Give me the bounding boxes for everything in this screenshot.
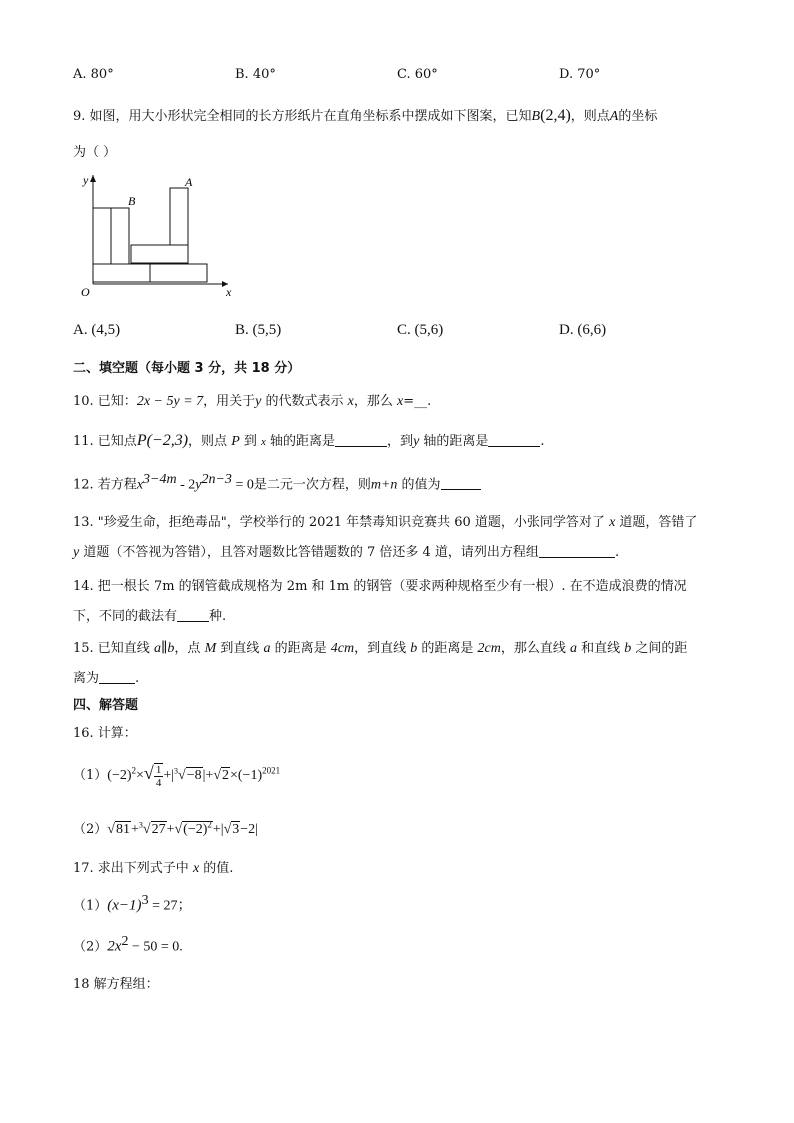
- rect-vertical-2: [111, 208, 129, 264]
- q17-part1: $(1)(x-1)^3 = 27$；: [73, 893, 192, 914]
- rect-middle: [131, 245, 188, 263]
- section-2-heading: 二、填空题（每小题 3 分，共 18 分）: [73, 361, 301, 376]
- q9-options: [73, 322, 733, 339]
- q16-part1: $(1)(-2)^2\times√$ $\frac{1}{4}$ $+|^3√-8|+√2\times(-1)^{2021}$: [73, 763, 281, 789]
- q11-blank-1[interactable]: [335, 434, 387, 447]
- q10-equation: 2x − 5y = 7: [136, 394, 204, 409]
- q8-option-c: C. 60°: [397, 67, 438, 82]
- q13-blank[interactable]: [539, 545, 615, 558]
- label-y: y: [83, 173, 89, 187]
- q13-line2: y 道题（不答视为答错），且答对题数比答错题数的 7 倍还多 4 道，请列出方程组 .: [73, 545, 620, 560]
- q14-line2: 下，不同的截法有 种.: [73, 609, 227, 624]
- q8-options: [73, 67, 733, 82]
- q11-point: P(−2,3): [136, 432, 189, 449]
- q17-title: 17. 求出下列式子中 x 的值.: [73, 861, 234, 876]
- q16-part2: $(2)√81+^3√27+√(-2)^2+|√3-2|$: [73, 819, 258, 837]
- q14-blank[interactable]: [177, 609, 209, 622]
- q15-blank[interactable]: [99, 671, 135, 684]
- q15-line2: 离为 .: [73, 671, 140, 686]
- rect-vertical-right: [170, 188, 188, 245]
- q8-option-d: D. 70°: [559, 67, 601, 82]
- y-axis-arrow: [90, 175, 96, 182]
- q13-line1: 13. "珍爱生命，拒绝毒品"，学校举行的 2021 年禁毒知识竞赛共 60 道题，小张同学答对了 x 道题，答错了: [73, 515, 698, 530]
- rect-bottom-left: [93, 264, 150, 282]
- q15-line1: 15. 已知直线 a∥b，点 M 到直线 a 的距离是 4cm，到直线 b 的距离是 2cm，那么直线 a 和直线 b 之间的距: [73, 641, 688, 656]
- q9-option-b: B. (5,5): [235, 322, 282, 338]
- rect-bottom-right: [150, 264, 207, 282]
- q12-blank[interactable]: [441, 477, 481, 490]
- label-point-b: B: [128, 194, 136, 208]
- q18-title: 18 解方程组：: [73, 977, 159, 992]
- section-4-heading: 四、解答题: [73, 698, 139, 713]
- q10: 10. 已知：2x − 5y = 7，用关于y 的代数式表示 x，那么 x=__.: [73, 394, 432, 409]
- q9-stem-line2: 为（ ）: [73, 145, 117, 160]
- q9-option-d: D. (6,6): [559, 322, 607, 338]
- q8-option-a: A. 80°: [73, 67, 114, 82]
- q9-figure: [73, 172, 243, 302]
- rect-vertical-1: [93, 208, 111, 264]
- q16-title: 16. 计算：: [73, 726, 137, 741]
- q8-option-b: B. 40°: [235, 67, 276, 82]
- label-point-a: A: [185, 175, 193, 189]
- q11: 11. 已知点P(−2,3)，则点 P 到 x 轴的距离是 ，到y 轴的距离是 .: [73, 432, 545, 449]
- label-origin: O: [81, 285, 90, 299]
- q9-option-c: C. (5,6): [397, 322, 444, 338]
- q9-option-a: A. (4,5): [73, 322, 121, 338]
- q11-blank-2[interactable]: [488, 434, 540, 447]
- q12: 12. 若方程$x^{3-4m} - 2y^{2n-3} = 0$是二元一次方程，则m+n 的值为: [73, 472, 481, 493]
- q17-part2: $(2)2x^2 - 50 = 0$.: [73, 934, 183, 955]
- label-x: x: [226, 285, 232, 299]
- q9-stem-line1: 9. 如图，用大小形状完全相同的长方形纸片在直角坐标系中摆成如下图案，已知B(2,4)，则点A的坐标: [73, 107, 658, 124]
- q14-line1: 14. 把一根长 7m 的钢管截成规格为 2m 和 1m 的钢管（要求两种规格至少有一根）. 在不造成浪费的情况: [73, 579, 687, 594]
